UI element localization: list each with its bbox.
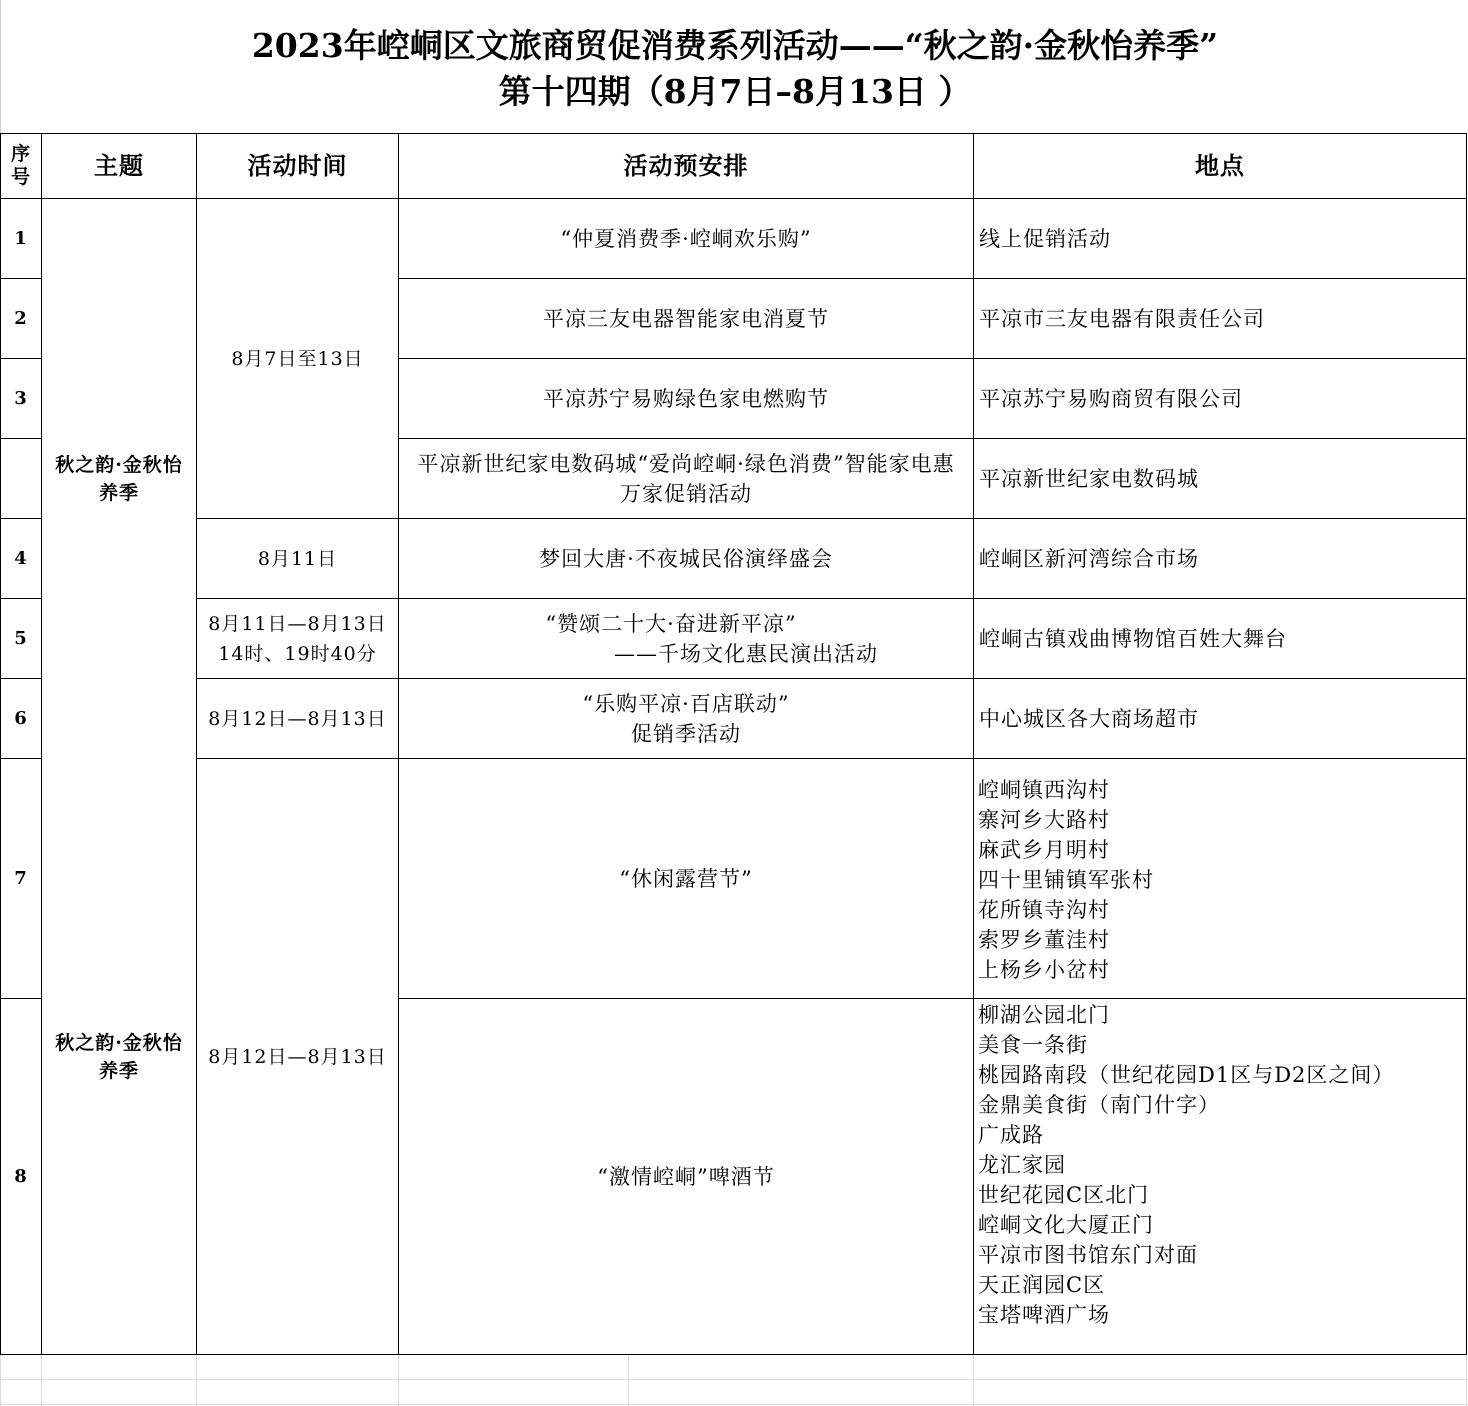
location-item: 龙汇家园 xyxy=(978,1153,1066,1177)
activity-cell xyxy=(399,599,973,678)
header-seq: 序号 xyxy=(10,143,31,188)
location-item: 花所镇寺沟村 xyxy=(978,898,1110,922)
seq-cell: 8 xyxy=(14,1165,28,1187)
seq-cell: 4 xyxy=(14,547,28,569)
grid-line xyxy=(628,1354,629,1406)
location-item: 世纪花园C区北门 xyxy=(978,1183,1150,1207)
activity-line: “乐购平凉·百店联动” xyxy=(582,691,790,716)
table-border xyxy=(1466,133,1467,1355)
activity-cell: 平凉新世纪家电数码城“爱尚崆峒·绿色消费”智能家电惠万家促销活动 xyxy=(417,451,955,506)
activity-cell: 平凉苏宁易购绿色家电燃购节 xyxy=(543,386,829,411)
activity-cell xyxy=(399,679,973,758)
grid-line xyxy=(0,1379,1468,1380)
time-cell xyxy=(197,599,398,678)
location-item: 宝塔啤酒广场 xyxy=(978,1303,1110,1327)
grid-line xyxy=(196,1354,197,1406)
location-list xyxy=(978,775,1154,985)
location-cell: 崆峒区新河湾综合市场 xyxy=(979,546,1199,571)
theme-cell: 秋之韵·金秋怡养季 xyxy=(55,1031,183,1082)
location-cell: 崆峒古镇戏曲博物馆百姓大舞台 xyxy=(979,626,1287,651)
activity-cell: 平凉三友电器智能家电消夏节 xyxy=(543,306,829,331)
location-item: 柳湖公园北门 xyxy=(978,1003,1110,1027)
location-item: 崆峒镇西沟村 xyxy=(978,778,1110,802)
location-cell: 线上促销活动 xyxy=(979,226,1111,251)
grid-line xyxy=(0,1404,1468,1405)
grid-line xyxy=(0,1354,1,1406)
time-line: 8月11日—8月13日 xyxy=(208,612,387,635)
time-cell: 8月12日—8月13日 xyxy=(208,707,387,730)
location-item: 天正润园C区 xyxy=(978,1273,1106,1297)
activity-cell: 梦回大唐·不夜城民俗演绎盛会 xyxy=(539,546,833,571)
header-theme: 主题 xyxy=(94,152,144,180)
seq-cell: 7 xyxy=(14,867,28,889)
header-location: 地点 xyxy=(1195,152,1245,180)
header-activity: 活动预安排 xyxy=(623,152,749,180)
location-item: 平凉市图书馆东门对面 xyxy=(978,1243,1198,1267)
seq-cell: 3 xyxy=(14,387,28,409)
seq-cell: 5 xyxy=(14,627,28,649)
location-cell: 平凉市三友电器有限责任公司 xyxy=(979,306,1265,331)
activity-cell: “休闲露营节” xyxy=(619,866,753,891)
location-item: 崆峒文化大厦正门 xyxy=(978,1213,1154,1237)
location-list xyxy=(978,1000,1394,1330)
grid-line xyxy=(1466,1354,1467,1406)
location-item: 上杨乡小岔村 xyxy=(978,958,1110,982)
activity-line: ——千场文化惠民演出活动 xyxy=(614,641,878,666)
seq-cell xyxy=(1,439,41,518)
location-item: 金鼎美食街（南门什字） xyxy=(978,1093,1220,1117)
activity-line: 促销季活动 xyxy=(631,721,741,746)
page-title: 2023年崆峒区文旅商贸促消费系列活动——“秋之韵·金秋怡养季” xyxy=(251,26,1219,65)
location-item: 寨河乡大路村 xyxy=(978,808,1110,832)
time-line: 14时、19时40分 xyxy=(218,642,377,665)
location-item: 美食一条街 xyxy=(978,1033,1088,1057)
seq-cell: 1 xyxy=(14,227,28,249)
location-item: 广成路 xyxy=(978,1123,1044,1147)
grid-line xyxy=(398,1354,399,1406)
seq-cell: 6 xyxy=(14,707,28,729)
header-time: 活动时间 xyxy=(247,152,348,180)
location-cell: 平凉苏宁易购商贸有限公司 xyxy=(979,386,1243,411)
activity-line: “赞颂二十大·奋进新平凉” xyxy=(545,611,797,636)
location-cell: 中心城区各大商场超市 xyxy=(979,706,1199,731)
location-item: 桃园路南段（世纪花园D1区与D2区之间） xyxy=(978,1063,1395,1087)
grid-line xyxy=(41,1354,42,1406)
time-cell: 8月11日 xyxy=(257,547,338,570)
title-area xyxy=(0,0,1468,134)
time-cell: 8月12日—8月13日 xyxy=(208,1045,387,1068)
location-item: 四十里铺镇军张村 xyxy=(978,868,1154,892)
location-item: 麻武乡月明村 xyxy=(978,838,1110,862)
location-cell: 平凉新世纪家电数码城 xyxy=(979,466,1199,491)
table-border xyxy=(0,1354,1467,1355)
time-cell: 8月7日至13日 xyxy=(231,347,364,370)
theme-cell: 秋之韵·金秋怡养季 xyxy=(55,453,183,504)
grid-line xyxy=(973,1354,974,1406)
location-item: 索罗乡董洼村 xyxy=(978,928,1110,952)
page-subtitle: 第十四期（8月7日–8月13日 ） xyxy=(498,72,972,111)
seq-cell: 2 xyxy=(14,307,28,329)
activity-cell: “仲夏消费季·崆峒欢乐购” xyxy=(560,226,812,251)
activity-cell: “激情崆峒”啤酒节 xyxy=(597,1164,775,1189)
